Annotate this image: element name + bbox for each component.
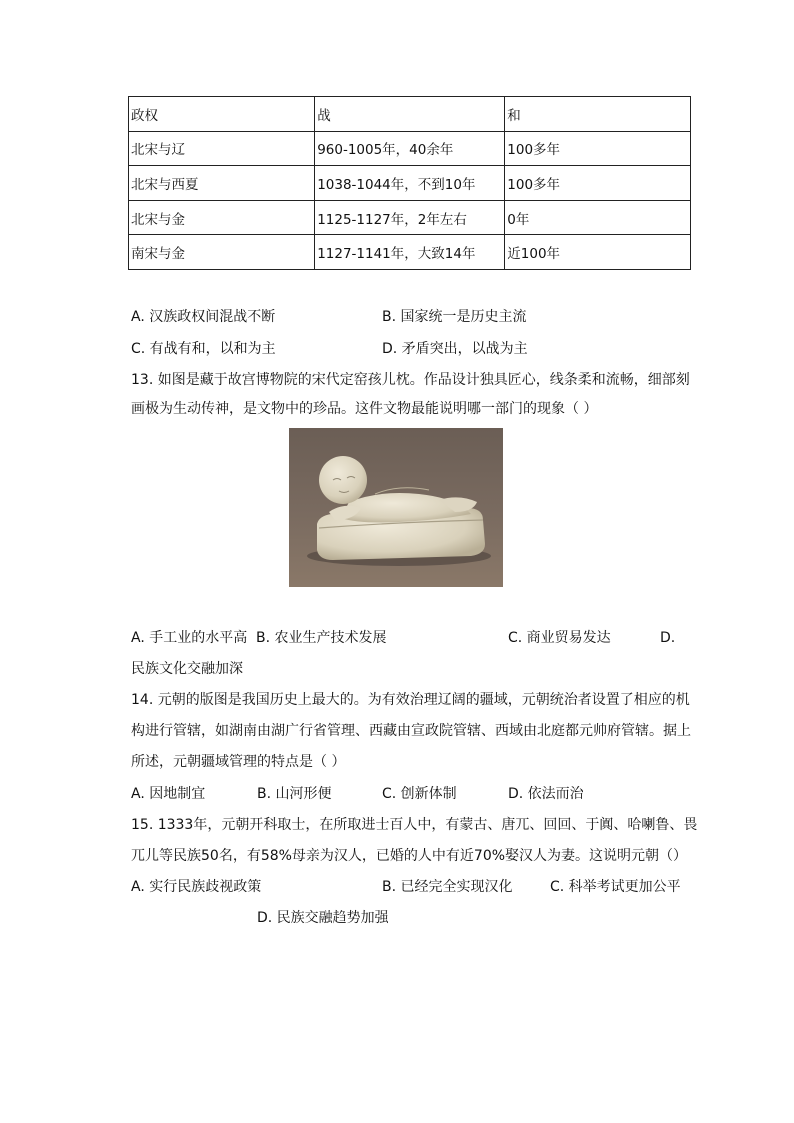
q14-option-c: C. 创新体制 xyxy=(382,786,457,802)
table-cell: 100多年 xyxy=(505,166,691,201)
table-cell: 南宋与金 xyxy=(129,235,315,270)
table-row xyxy=(129,166,691,201)
table-cell: 北宋与西夏 xyxy=(129,166,315,201)
q14-stem: 所述，元朝疆域管理的特点是（ ） xyxy=(131,754,346,770)
q15-option-d: D. 民族交融趋势加强 xyxy=(257,910,389,926)
q12-option-b: B. 国家统一是历史主流 xyxy=(382,309,527,325)
song-ding-kiln-child-pillow-photo xyxy=(289,428,503,587)
table-row xyxy=(129,200,691,235)
q12-option-a: A. 汉族政权间混战不断 xyxy=(131,309,276,325)
q14-option-a: A. 因地制宜 xyxy=(131,786,206,802)
q13-option-d-continued: 民族文化交融加深 xyxy=(131,661,243,677)
table-header-cell: 政权 xyxy=(129,97,315,132)
q15-option-c: C. 科举考试更加公平 xyxy=(550,879,681,895)
table-cell: 1038-1044年，不到10年 xyxy=(315,166,505,201)
table-row xyxy=(129,131,691,166)
q15-stem: 兀儿等民族50名，有58%母亲为汉人，已婚的人中有近70%娶汉人为妻。这说明元朝（） xyxy=(131,848,688,864)
q13-option-c: C. 商业贸易发达 xyxy=(508,630,611,646)
q13-option-a: A. 手工业的水平高 xyxy=(131,630,248,646)
table-header-row xyxy=(129,97,691,132)
q14-option-b: B. 山河形便 xyxy=(257,786,332,802)
q12-option-c: C. 有战有和，以和为主 xyxy=(131,341,276,357)
q12-option-d: D. 矛盾突出，以战为主 xyxy=(382,341,528,357)
q13-option-d: D. xyxy=(660,630,676,646)
table-header-cell: 战 xyxy=(315,97,505,132)
table-cell: 960-1005年，40余年 xyxy=(315,131,505,166)
q14-stem: 14. 元朝的版图是我国历史上最大的。为有效治理辽阔的疆域，元朝统治者设置了相应的机 xyxy=(131,692,690,708)
q13-stem: 画极为生动传神，是文物中的珍品。这件文物最能说明哪一部门的现象（ ） xyxy=(131,401,598,417)
q15-stem: 15. 1333年，元朝开科取士，在所取进士百人中，有蒙古、唐兀、回回、于阗、哈喇鲁、畏 xyxy=(131,817,698,833)
q14-stem: 构进行管辖，如湖南由湖广行省管理、西藏由宣政院管辖、西域由北庭都元帅府管辖。据上 xyxy=(131,723,691,739)
table-header-cell: 和 xyxy=(505,97,691,132)
q14-option-d: D. 依法而治 xyxy=(508,786,584,802)
table-cell: 1127-1141年，大致14年 xyxy=(315,235,505,270)
table-cell: 近100年 xyxy=(505,235,691,270)
table-cell: 100多年 xyxy=(505,131,691,166)
table-cell: 北宋与金 xyxy=(129,200,315,235)
table-row xyxy=(129,235,691,270)
table-cell: 0年 xyxy=(505,200,691,235)
war-peace-table xyxy=(128,96,691,270)
q15-option-b: B. 已经完全实现汉化 xyxy=(382,879,513,895)
q13-stem: 13. 如图是藏于故宫博物院的宋代定窑孩儿枕。作品设计独具匠心，线条柔和流畅，细部刻 xyxy=(131,372,690,388)
child-pillow-illustration xyxy=(289,428,503,587)
q15-option-a: A. 实行民族歧视政策 xyxy=(131,879,262,895)
table-cell: 1125-1127年，2年左右 xyxy=(315,200,505,235)
table-cell: 北宋与辽 xyxy=(129,131,315,166)
q13-option-b: B. 农业生产技术发展 xyxy=(256,630,387,646)
